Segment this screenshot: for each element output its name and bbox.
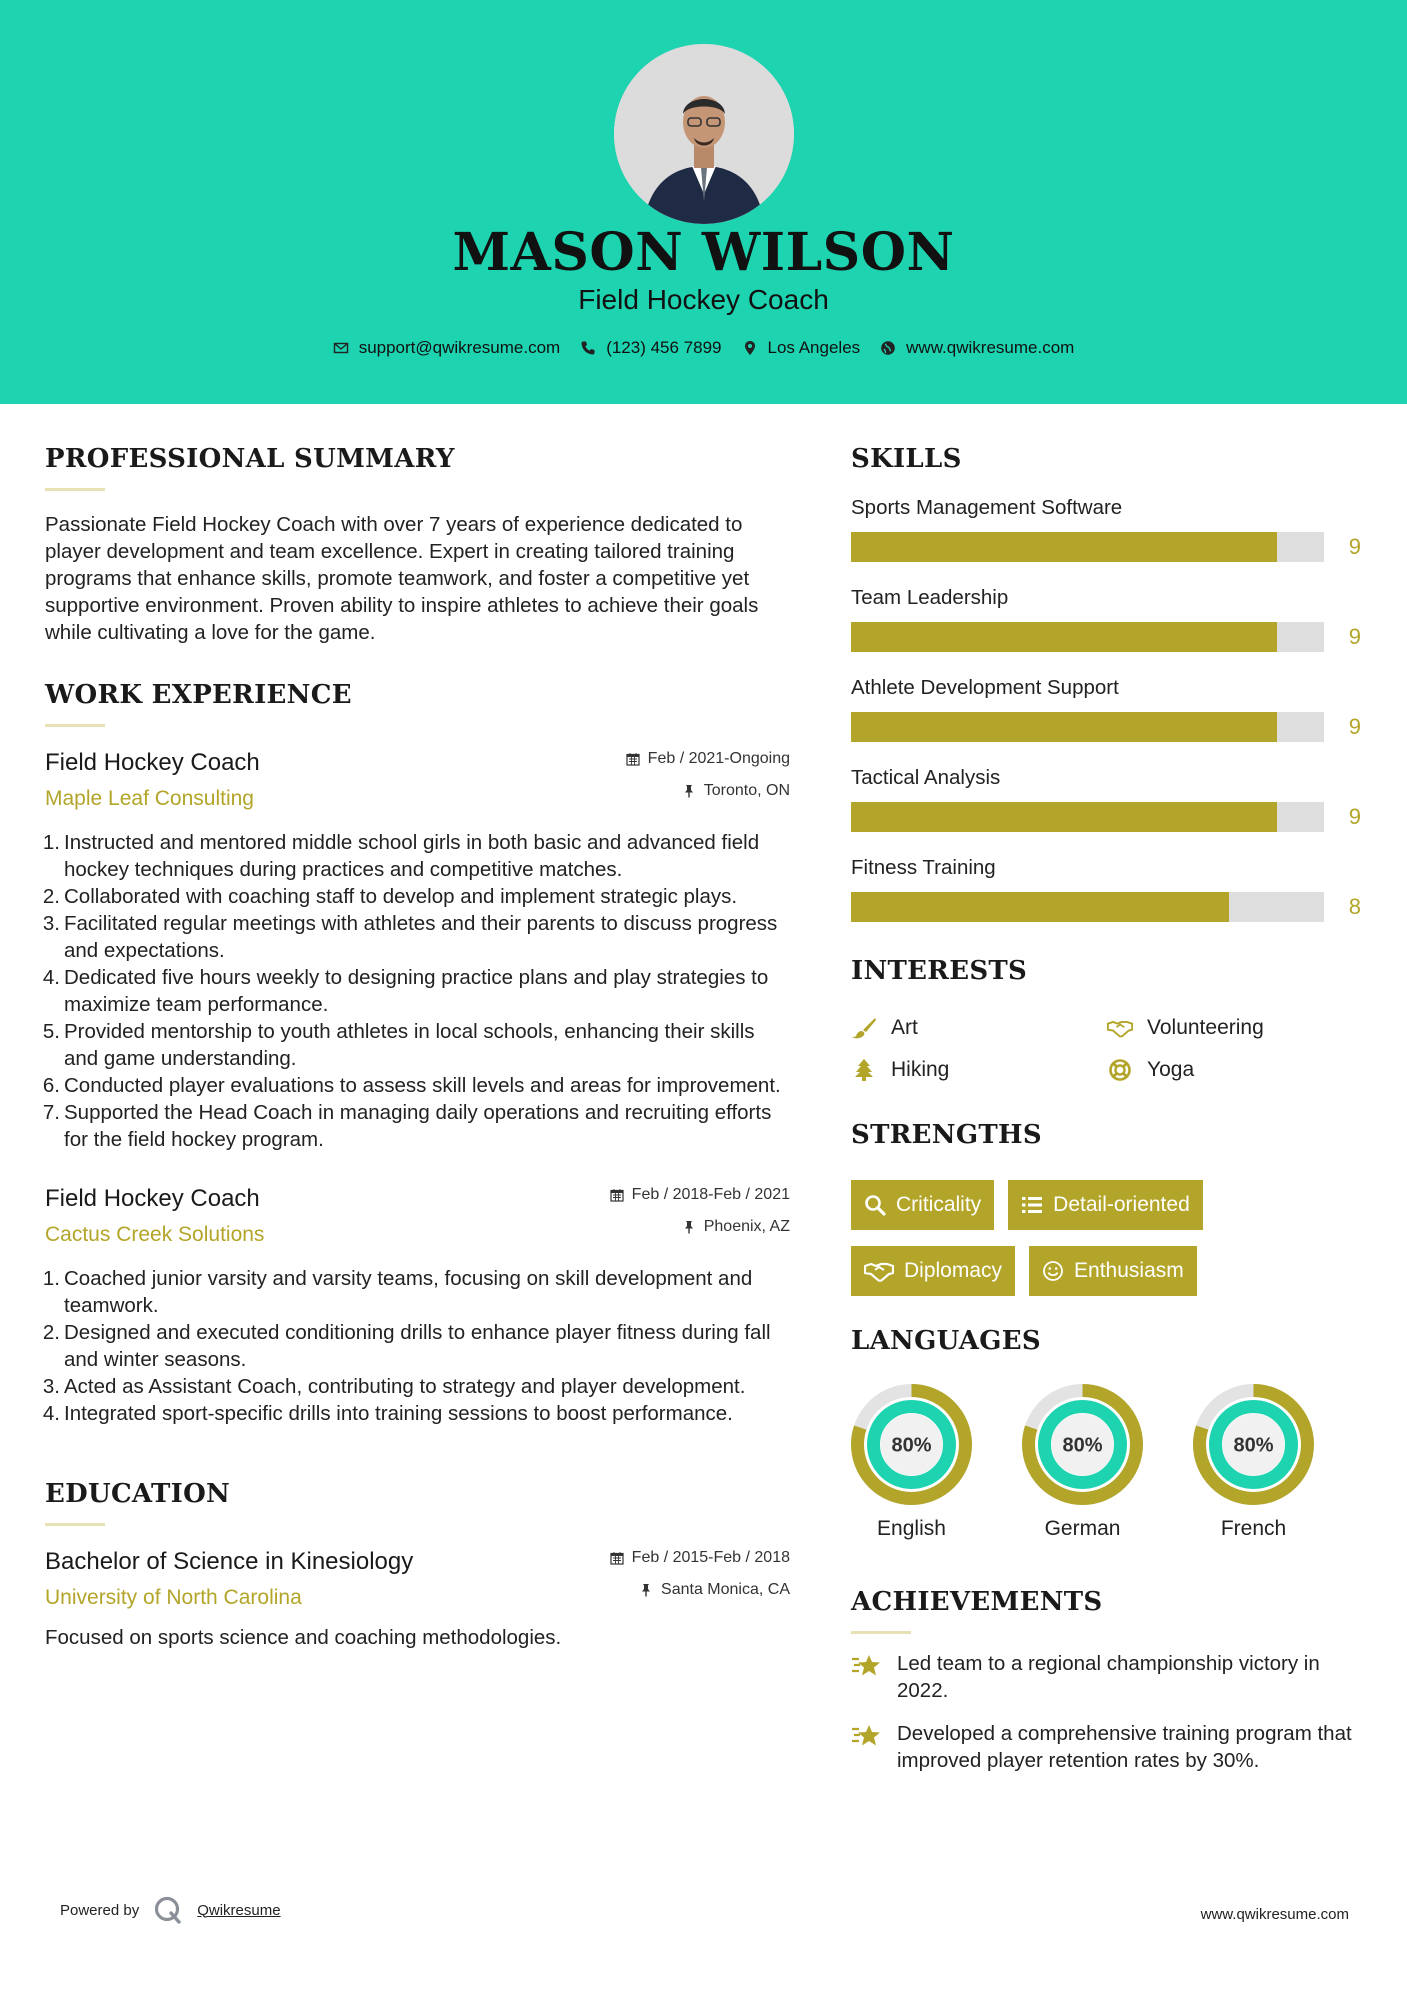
section-title-work: WORK EXPERIENCE (45, 680, 352, 710)
paintbrush-icon (851, 1017, 877, 1039)
calendar-icon (626, 752, 640, 766)
footer-website[interactable]: www.qwikresume.com (1200, 1906, 1349, 1923)
job-meta (610, 1185, 790, 1237)
achievements-section (851, 1587, 1361, 1774)
interest-item (1107, 1058, 1361, 1082)
skill-name: Athlete Development Support (851, 676, 1119, 699)
skill-bar-fill (851, 532, 1277, 562)
skill-row (851, 532, 1361, 562)
skill-bar-fill (851, 712, 1277, 742)
skill-bar-track (851, 892, 1324, 922)
tree-icon (851, 1059, 877, 1081)
map-pin-icon (742, 340, 758, 356)
job-role: Field Hockey Coach (45, 1185, 260, 1212)
list-item: 3. Facilitated regular meetings with athletes and their parents to discuss progress and expectations. (42, 912, 778, 962)
summary-text: Passionate Field Hockey Coach with over 7 years of experience dedicated to player development and team excellence. Expert in creating tailored training programs that enhance skills, promote teamwork, and foster a competitive yet supportive environment. Proven ability to inspire athletes to achieve their goals while cultivating a love for the game. (45, 513, 759, 644)
language-percent-label: 80% (1233, 1434, 1274, 1457)
skill-name: Team Leadership (851, 586, 1009, 609)
section-title-skills: SKILLS (851, 444, 962, 474)
interest-item (851, 1058, 1107, 1082)
interest-item (1107, 1016, 1361, 1040)
section-divider (45, 488, 105, 491)
resume-header (0, 0, 1407, 404)
job-location: Phoenix, AZ (703, 1218, 790, 1235)
footer-branding (60, 1895, 281, 1925)
list-icon (1021, 1194, 1043, 1216)
list-item: 4. Dedicated five hours weekly to designing practice plans and play strategies to maximize team performance. (42, 966, 769, 1016)
calendar-icon (610, 1551, 624, 1565)
job-company: Cactus Creek Solutions (45, 1223, 265, 1246)
list-item: 4. Integrated sport-specific drills into training sessions to boost performance. (42, 1402, 733, 1425)
skill-bar-fill (851, 802, 1277, 832)
candidate-name: MASON WILSON (452, 222, 955, 283)
list-item: 6. Conducted player evaluations to assess skill levels and areas for improvement. (42, 1074, 781, 1097)
strength-label: Detail-oriented (1053, 1193, 1190, 1216)
skill-name: Fitness Training (851, 856, 996, 879)
job-role: Field Hockey Coach (45, 749, 260, 776)
language-ring (1022, 1384, 1143, 1505)
interest-label: Volunteering (1147, 1016, 1264, 1039)
language-name: French (1220, 1517, 1287, 1540)
interest-item (851, 1016, 1107, 1040)
skill-name: Sports Management Software (851, 496, 1123, 519)
section-divider (45, 1523, 105, 1526)
language-item (851, 1384, 972, 1541)
profile-photo-icon (614, 44, 794, 224)
search-icon (864, 1194, 886, 1216)
education-meta (610, 1548, 790, 1600)
strength-label: Enthusiasm (1074, 1259, 1184, 1282)
envelope-icon (333, 340, 349, 356)
skill-bar-track (851, 532, 1324, 562)
education-dates: Feb / 2015-Feb / 2018 (631, 1549, 790, 1566)
strength-label: Criticality (896, 1193, 982, 1216)
job-entry (42, 749, 790, 1153)
avatar (614, 44, 794, 224)
section-divider (45, 724, 105, 727)
interest-label: Art (891, 1016, 918, 1039)
job-header (45, 749, 790, 811)
strength-badge (851, 1246, 1015, 1296)
job-meta (626, 749, 790, 801)
star-trophy-icon (851, 1722, 883, 1750)
education-section (45, 1479, 790, 1650)
skills-list (851, 496, 1361, 922)
language-name: German (1044, 1517, 1121, 1540)
language-ring (1193, 1384, 1314, 1505)
contact-phone[interactable] (580, 338, 721, 358)
strengths-section (851, 1120, 1361, 1296)
list-item: 2. Collaborated with coaching staff to develop and implement strategic plays. (42, 885, 738, 908)
pushpin-icon (682, 1220, 696, 1234)
strength-badge (851, 1180, 994, 1230)
list-item: 5. Provided mentorship to youth athletes in local schools, enhancing their skills and game understanding. (42, 1020, 755, 1070)
left-column (42, 444, 790, 1650)
interests-list (851, 1016, 1361, 1082)
qwikresume-logo-icon (153, 1895, 183, 1925)
skill-bar-track (851, 622, 1324, 652)
contact-email-text: support@qwikresume.com (358, 338, 561, 357)
pushpin-icon (639, 1583, 653, 1597)
job-company: Maple Leaf Consulting (45, 787, 254, 810)
achievement-item (851, 1650, 1361, 1704)
contact-website[interactable] (880, 338, 1074, 358)
languages-section (851, 1326, 1361, 1541)
language-item (1022, 1384, 1143, 1541)
phone-icon (580, 340, 596, 356)
section-title-education: EDUCATION (45, 1479, 231, 1509)
contact-email[interactable] (333, 338, 561, 358)
summary-section (45, 444, 790, 646)
life-ring-icon (1107, 1059, 1133, 1081)
skill-item (851, 496, 1361, 562)
contact-website-text: www.qwikresume.com (906, 338, 1075, 357)
skill-name: Tactical Analysis (851, 766, 1001, 789)
globe-icon (880, 340, 896, 356)
job-bullets (42, 829, 790, 1153)
skills-section (851, 444, 1361, 922)
star-trophy-icon (851, 1652, 883, 1680)
list-item: 1. Coached junior varsity and varsity teams, focusing on skill development and teamwork. (42, 1267, 753, 1317)
list-item: 3. Acted as Assistant Coach, contributing to strategy and player development. (42, 1375, 746, 1398)
strength-badge (1008, 1180, 1203, 1230)
contact-location (742, 338, 861, 358)
skill-item (851, 766, 1361, 832)
contact-location-text: Los Angeles (767, 338, 861, 357)
strength-label: Diplomacy (904, 1259, 1003, 1282)
education-entry (45, 1548, 790, 1650)
candidate-title: Field Hockey Coach (578, 284, 829, 315)
achievement-text: Developed a comprehensive training program that improved player retention rates by 30%. (897, 1722, 1352, 1772)
skill-bar-fill (851, 892, 1229, 922)
section-title-interests: INTERESTS (851, 956, 1028, 986)
calendar-icon (610, 1188, 624, 1202)
contact-phone-text: (123) 456 7899 (606, 338, 722, 357)
language-ring (851, 1384, 972, 1505)
education-school: University of North Carolina (45, 1586, 302, 1609)
language-percent-label: 80% (891, 1434, 932, 1457)
section-title-languages: LANGUAGES (851, 1326, 1041, 1356)
skill-row (851, 892, 1361, 922)
skill-value: 9 (1348, 534, 1361, 559)
language-percent-label: 80% (1062, 1434, 1103, 1457)
education-degree: Bachelor of Science in Kinesiology (45, 1548, 414, 1575)
education-header (45, 1548, 790, 1610)
language-name: English (877, 1517, 946, 1540)
job-bullets (42, 1265, 790, 1427)
skill-row (851, 622, 1361, 652)
education-location: Santa Monica, CA (661, 1581, 790, 1598)
skill-row (851, 802, 1361, 832)
right-column (851, 444, 1361, 1774)
skill-value: 9 (1348, 624, 1361, 649)
work-section (42, 680, 790, 1427)
skill-item (851, 676, 1361, 742)
handshake-icon (1107, 1017, 1133, 1039)
job-header (45, 1185, 790, 1247)
skill-bar-fill (851, 622, 1277, 652)
skill-item (851, 856, 1361, 922)
list-item: 7. Supported the Head Coach in managing daily operations and recruiting efforts for the field hockey program. (42, 1101, 772, 1151)
list-item: 1. Instructed and mentored middle school girls in both basic and advanced field hockey techniques during practices and competitive matches. (42, 831, 760, 881)
section-title-strengths: STRENGTHS (851, 1120, 1042, 1150)
smile-icon (1042, 1260, 1064, 1282)
handshake-icon (864, 1260, 894, 1282)
skill-bar-track (851, 802, 1324, 832)
strength-badge (1029, 1246, 1197, 1296)
education-description: Focused on sports science and coaching methodologies. (45, 1626, 562, 1649)
footer-brand-link[interactable]: Qwikresume (197, 1901, 281, 1919)
skill-bar-track (851, 712, 1324, 742)
achievement-text: Led team to a regional championship victory in 2022. (897, 1652, 1320, 1702)
languages-list (851, 1384, 1361, 1541)
job-entry (42, 1185, 790, 1427)
skill-row (851, 712, 1361, 742)
strengths-list (851, 1180, 1361, 1296)
skill-value: 9 (1348, 714, 1361, 739)
footer-powered-by: Powered by (60, 1901, 140, 1919)
section-title-summary: PROFESSIONAL SUMMARY (45, 444, 455, 474)
job-dates: Feb / 2018-Feb / 2021 (631, 1186, 790, 1203)
interest-label: Hiking (891, 1058, 950, 1081)
skill-item (851, 586, 1361, 652)
achievement-item (851, 1720, 1361, 1774)
interests-section (851, 956, 1361, 1082)
skill-value: 8 (1348, 894, 1361, 919)
language-item (1193, 1384, 1314, 1541)
contact-bar (0, 338, 1407, 358)
list-item: 2. Designed and executed conditioning drills to enhance player fitness during fall and winter seasons. (42, 1321, 771, 1371)
interest-label: Yoga (1147, 1058, 1195, 1081)
section-title-achievements: ACHIEVEMENTS (851, 1587, 1103, 1617)
pushpin-icon (682, 784, 696, 798)
section-divider (851, 1631, 911, 1634)
job-dates: Feb / 2021-Ongoing (647, 750, 790, 767)
job-location: Toronto, ON (703, 782, 790, 799)
skill-value: 9 (1348, 804, 1361, 829)
